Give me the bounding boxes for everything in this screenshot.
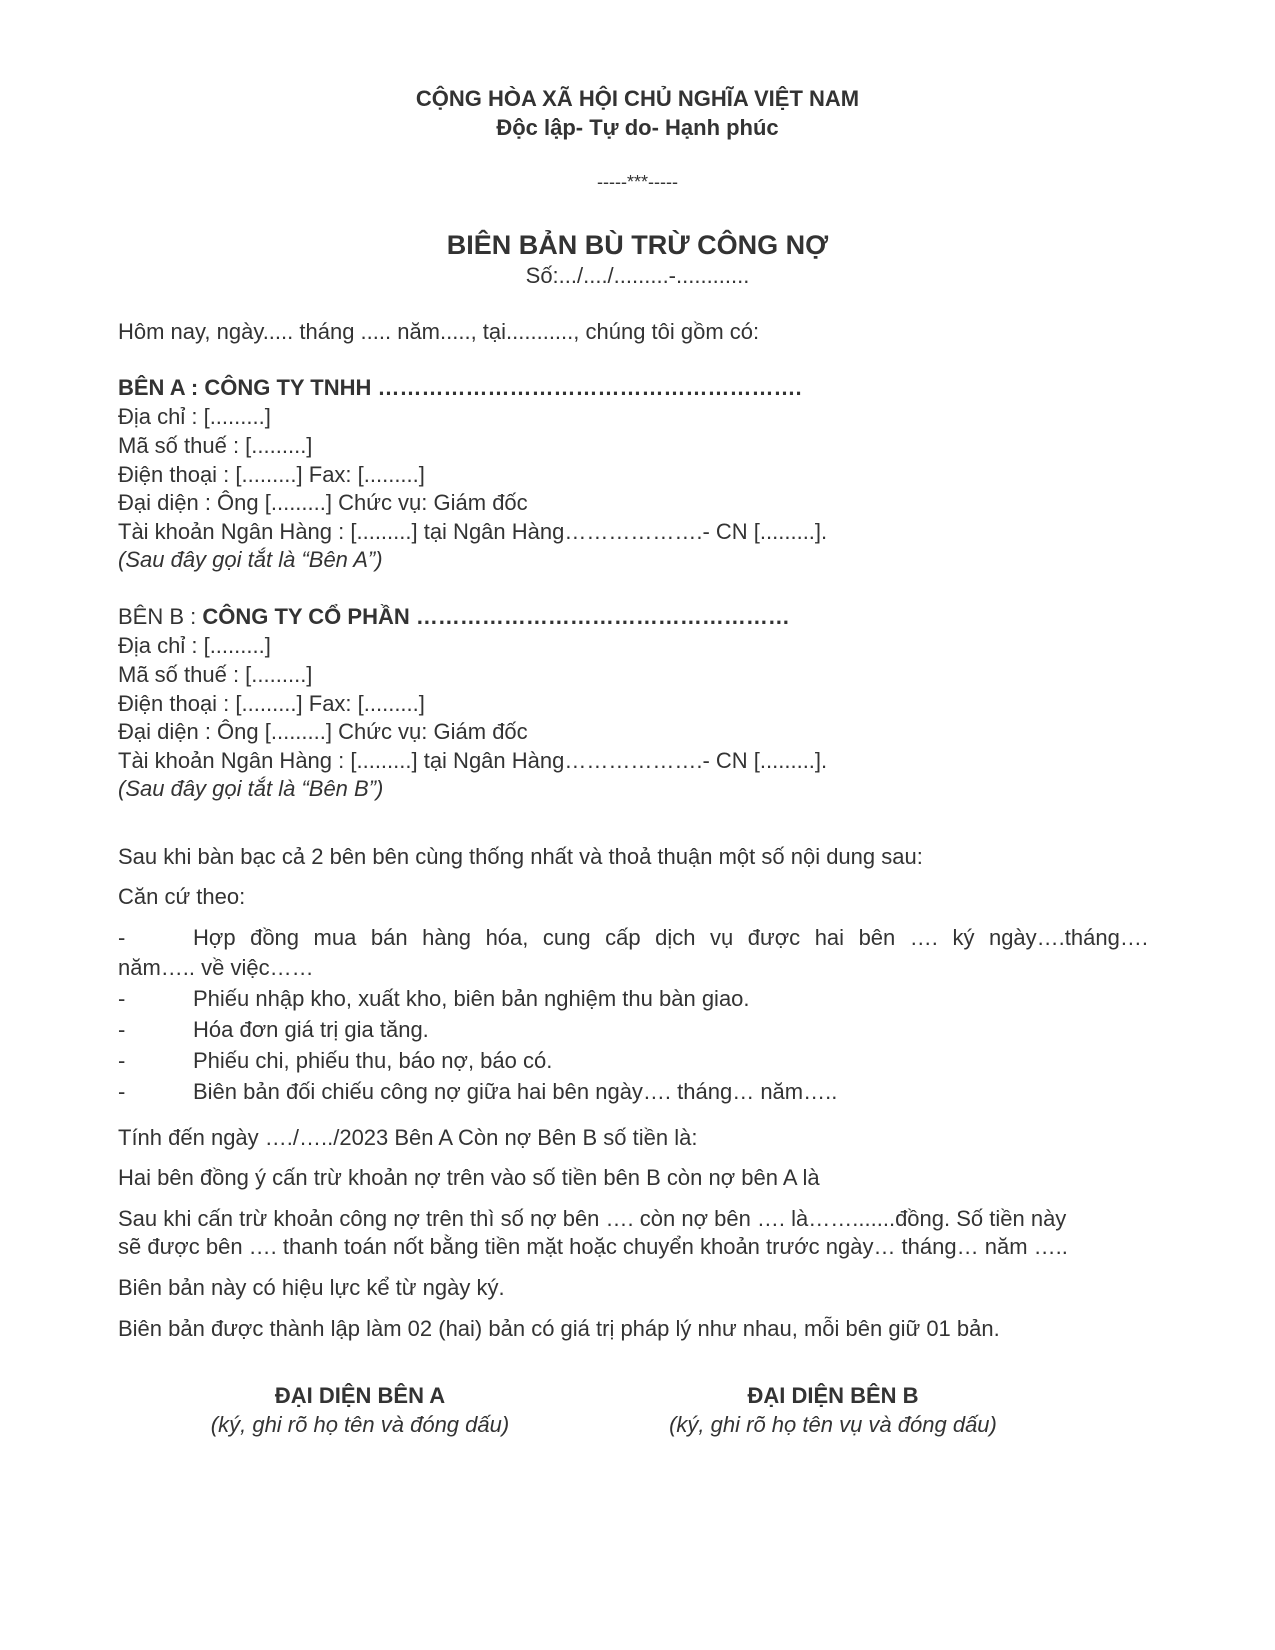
- basis-item-1-word: vụ: [710, 925, 734, 950]
- basis-item-1-word: hóa,: [485, 925, 529, 950]
- basis-bullet: -: [118, 1048, 126, 1073]
- party-a-phone-fax: Điện thoại : [.........] Fax: [.........]: [118, 462, 425, 487]
- basis-item-3: Hóa đơn giá trị gia tăng.: [193, 1017, 429, 1042]
- header-separator: -----***-----: [597, 172, 678, 192]
- agreement-intro: Sau khi bàn bạc cả 2 bên bên cùng thống nhất và thoả thuận một số nội dung sau:: [118, 844, 923, 869]
- basis-item-1-line: [193, 924, 1148, 952]
- validity-statement: Biên bản này có hiệu lực kể từ ngày ký.: [118, 1275, 505, 1300]
- basis-item-1-word: cấp: [605, 925, 641, 950]
- party-b-label: [118, 603, 790, 631]
- party-a-bank-account: Tài khoản Ngân Hàng : [.........] tại Ngân Hàng……………….- CN [.........].: [118, 519, 828, 544]
- party-a-label: BÊN A : CÔNG TY TNHH ………………………………………………….: [118, 375, 802, 400]
- basis-item-1-word: ký: [952, 925, 975, 950]
- basis-bullet: -: [118, 1079, 126, 1104]
- party-a-signature-note: (ký, ghi rõ họ tên và đóng dấu): [210, 1412, 510, 1437]
- basis-item-1-word: đồng: [250, 925, 300, 950]
- party-b-phone-fax: Điện thoại : [.........] Fax: [.........]: [118, 691, 425, 716]
- party-b-signature-title: ĐẠI DIỆN BÊN B: [747, 1383, 919, 1408]
- basis-item-1-continuation: năm….. về việc……: [118, 955, 314, 980]
- party-b-signature-note: (ký, ghi rõ họ tên vụ và đóng dấu): [669, 1412, 997, 1437]
- basis-item-1-word: hai: [814, 925, 845, 950]
- basis-item-1-word: mua: [313, 925, 357, 950]
- basis-label: Căn cứ theo:: [118, 884, 246, 909]
- party-a-alias: (Sau đây gọi tắt là “Bên A”): [118, 547, 383, 572]
- document-number: Số:.../..../.........-............: [525, 263, 750, 288]
- party-a-signature-title: ĐẠI DIỆN BÊN A: [274, 1383, 446, 1408]
- party-b-alias: (Sau đây gọi tắt là “Bên B”): [118, 776, 384, 801]
- intro-text: Hôm nay, ngày..... tháng ..... năm....., tại..........., chúng tôi gồm có:: [118, 319, 760, 344]
- basis-item-1-word: hàng: [422, 925, 472, 950]
- basis-item-5: Biên bản đối chiếu công nợ giữa hai bên ngày…. tháng… năm…..: [193, 1079, 838, 1104]
- basis-item-1-word: Hợp: [193, 925, 236, 950]
- basis-item-1-word: bán: [370, 925, 408, 950]
- basis-bullet: -: [118, 986, 126, 1011]
- basis-item-1-word: ….: [909, 925, 938, 950]
- party-b-tax-code: Mã số thuế : [.........]: [118, 662, 313, 687]
- offset-statement: Hai bên đồng ý cấn trừ khoản nợ trên vào số tiền bên B còn nợ bên A là: [118, 1165, 820, 1190]
- document-title: BIÊN BẢN BÙ TRỪ CÔNG NỢ: [446, 230, 829, 260]
- basis-item-1-word: cung: [542, 925, 591, 950]
- copies-statement: Biên bản được thành lập làm 02 (hai) bản có giá trị pháp lý như nhau, mỗi bên giữ 01 bản.: [118, 1316, 1000, 1341]
- party-a-representative: Đại diện : Ông [.........] Chức vụ: Giám đốc: [118, 490, 528, 515]
- national-title: CỘNG HÒA XÃ HỘI CHỦ NGHĨA VIỆT NAM: [415, 86, 860, 111]
- balance-statement: Tính đến ngày …./…../2023 Bên A Còn nợ Bên B số tiền là:: [118, 1125, 698, 1150]
- party-a-address: Địa chỉ : [.........]: [118, 404, 271, 429]
- basis-item-1-word: dịch: [655, 925, 696, 950]
- basis-item-1-word: ngày….tháng….: [988, 925, 1148, 950]
- basis-item-1-word: được: [747, 925, 801, 950]
- national-motto: Độc lập- Tự do- Hạnh phúc: [496, 115, 779, 140]
- party-b-address: Địa chỉ : [.........]: [118, 633, 271, 658]
- basis-item-1-word: bên: [858, 925, 896, 950]
- remaining-line-1: Sau khi cấn trừ khoản công nợ trên thì số nợ bên …. còn nợ bên …. là…….......đồng. Số tiền này: [118, 1206, 1067, 1231]
- basis-item-2: Phiếu nhập kho, xuất kho, biên bản nghiệm thu bàn giao.: [193, 986, 750, 1011]
- party-b-label-prefix: BÊN B :: [118, 604, 203, 629]
- party-b-representative: Đại diện : Ông [.........] Chức vụ: Giám đốc: [118, 719, 528, 744]
- party-b-company: CÔNG TY CỔ PHẦN ……………………………………………: [202, 604, 790, 629]
- remaining-line-2: sẽ được bên …. thanh toán nốt bằng tiền mặt hoặc chuyển khoản trước ngày… tháng… năm …..: [118, 1234, 1068, 1259]
- basis-item-4: Phiếu chi, phiếu thu, báo nợ, báo có.: [193, 1048, 553, 1073]
- basis-bullet: -: [118, 925, 126, 950]
- party-b-bank-account: Tài khoản Ngân Hàng : [.........] tại Ngân Hàng……………….- CN [.........].: [118, 748, 828, 773]
- basis-bullet: -: [118, 1017, 126, 1042]
- party-a-tax-code: Mã số thuế : [.........]: [118, 433, 313, 458]
